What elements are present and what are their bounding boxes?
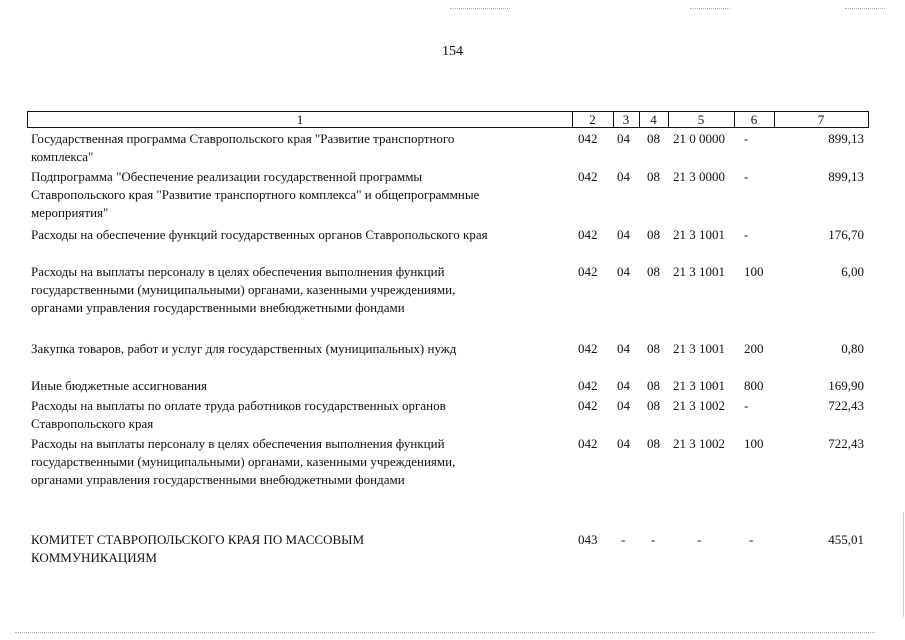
row-admin-code: 042 bbox=[578, 341, 598, 356]
scan-edge-line bbox=[903, 512, 904, 617]
row-admin-code: 042 bbox=[578, 131, 598, 146]
row-target-code: - bbox=[697, 532, 702, 547]
row-expense-type: - bbox=[744, 398, 749, 413]
row-target-code: 21 0 0000 bbox=[673, 131, 725, 146]
row-description: Расходы на выплаты по оплате труда работников государственных органов Ставропольского края bbox=[31, 398, 446, 431]
row-admin-code: 042 bbox=[578, 398, 598, 413]
row-amount: 169,90 bbox=[828, 378, 864, 393]
row-admin-code: 042 bbox=[578, 169, 598, 184]
row-subsection-code: - bbox=[651, 532, 656, 547]
row-description: Расходы на выплаты персоналу в целях обеспечения выполнения функций государственными (муниципальными) органами, казенными учреждениями, органами управления государственными внебюджетными фондами bbox=[31, 436, 456, 487]
scan-artifact-top bbox=[690, 8, 730, 10]
row-expense-type: 100 bbox=[744, 264, 764, 279]
row-subsection-code: 08 bbox=[647, 378, 660, 393]
row-amount: 899,13 bbox=[828, 131, 864, 146]
row-section-code: 04 bbox=[617, 131, 630, 146]
row-amount: 455,01 bbox=[828, 532, 864, 547]
row-subsection-code: 08 bbox=[647, 131, 660, 146]
row-section-code: 04 bbox=[617, 378, 630, 393]
row-expense-type: - bbox=[749, 532, 754, 547]
row-amount: 6,00 bbox=[841, 264, 864, 279]
row-expense-type: 200 bbox=[744, 341, 764, 356]
row-admin-code: 042 bbox=[578, 227, 598, 242]
header-col-6: 6 bbox=[734, 112, 775, 127]
page-number: 154 bbox=[442, 44, 463, 59]
row-subsection-code: 08 bbox=[647, 169, 660, 184]
row-target-code: 21 3 1001 bbox=[673, 378, 725, 393]
scan-artifact-bottom bbox=[15, 632, 875, 634]
row-target-code: 21 3 1002 bbox=[673, 398, 725, 413]
header-col-2: 2 bbox=[572, 112, 614, 127]
row-description: Закупка товаров, работ и услуг для государственных (муниципальных) нужд bbox=[31, 341, 457, 356]
row-section-code: 04 bbox=[617, 341, 630, 356]
row-section-code: 04 bbox=[617, 436, 630, 451]
row-amount: 722,43 bbox=[828, 398, 864, 413]
scan-artifact-top bbox=[845, 8, 885, 10]
row-subsection-code: 08 bbox=[647, 227, 660, 242]
row-amount: 722,43 bbox=[828, 436, 864, 451]
row-expense-type: - bbox=[744, 169, 749, 184]
row-expense-type: 100 bbox=[744, 436, 764, 451]
row-description: Расходы на выплаты персоналу в целях обеспечения выполнения функций государственными (муниципальными) органами, казенными учреждениями, органами управления государственными внебюджетными фондами bbox=[31, 264, 456, 315]
row-expense-type: 800 bbox=[744, 378, 764, 393]
row-admin-code: 042 bbox=[578, 264, 598, 279]
header-col-3: 3 bbox=[613, 112, 640, 127]
row-target-code: 21 3 1002 bbox=[673, 436, 725, 451]
row-admin-code: 042 bbox=[578, 378, 598, 393]
row-section-code: 04 bbox=[617, 227, 630, 242]
row-section-code: 04 bbox=[617, 398, 630, 413]
row-admin-code: 042 bbox=[578, 436, 598, 451]
row-section-code: 04 bbox=[617, 264, 630, 279]
row-subsection-code: 08 bbox=[647, 398, 660, 413]
row-subsection-code: 08 bbox=[647, 436, 660, 451]
row-target-code: 21 3 0000 bbox=[673, 169, 725, 184]
row-expense-type: - bbox=[744, 227, 749, 242]
row-subsection-code: 08 bbox=[647, 264, 660, 279]
row-target-code: 21 3 1001 bbox=[673, 341, 725, 356]
row-description: Иные бюджетные ассигнования bbox=[31, 378, 208, 393]
row-description: Подпрограмма "Обеспечение реализации государственной программы Ставропольского края "Развитие транспортного комплекса" и общепрограммные мероприятия" bbox=[31, 169, 480, 220]
row-amount: 0,80 bbox=[841, 341, 864, 356]
row-subsection-code: 08 bbox=[647, 341, 660, 356]
row-description: Государственная программа Ставропольского края "Развитие транспортного комплекса" bbox=[31, 131, 455, 164]
header-col-5: 5 bbox=[668, 112, 735, 127]
header-col-1: 1 bbox=[28, 112, 573, 127]
row-target-code: 21 3 1001 bbox=[673, 227, 725, 242]
table-header bbox=[27, 111, 869, 128]
header-col-7: 7 bbox=[817, 112, 825, 127]
row-expense-type: - bbox=[744, 131, 749, 146]
row-amount: 899,13 bbox=[828, 169, 864, 184]
row-target-code: 21 3 1001 bbox=[673, 264, 725, 279]
row-section-code: 04 bbox=[617, 169, 630, 184]
row-admin-code: 043 bbox=[578, 532, 598, 547]
row-description: Расходы на обеспечение функций государственных органов Ставропольского края bbox=[31, 227, 488, 242]
row-description: КОМИТЕТ СТАВРОПОЛЬСКОГО КРАЯ ПО МАССОВЫМ КОММУНИКАЦИЯМ bbox=[31, 532, 365, 565]
row-amount: 176,70 bbox=[828, 227, 864, 242]
scan-artifact-top bbox=[450, 8, 510, 10]
header-col-4: 4 bbox=[639, 112, 669, 127]
row-section-code: - bbox=[621, 532, 626, 547]
